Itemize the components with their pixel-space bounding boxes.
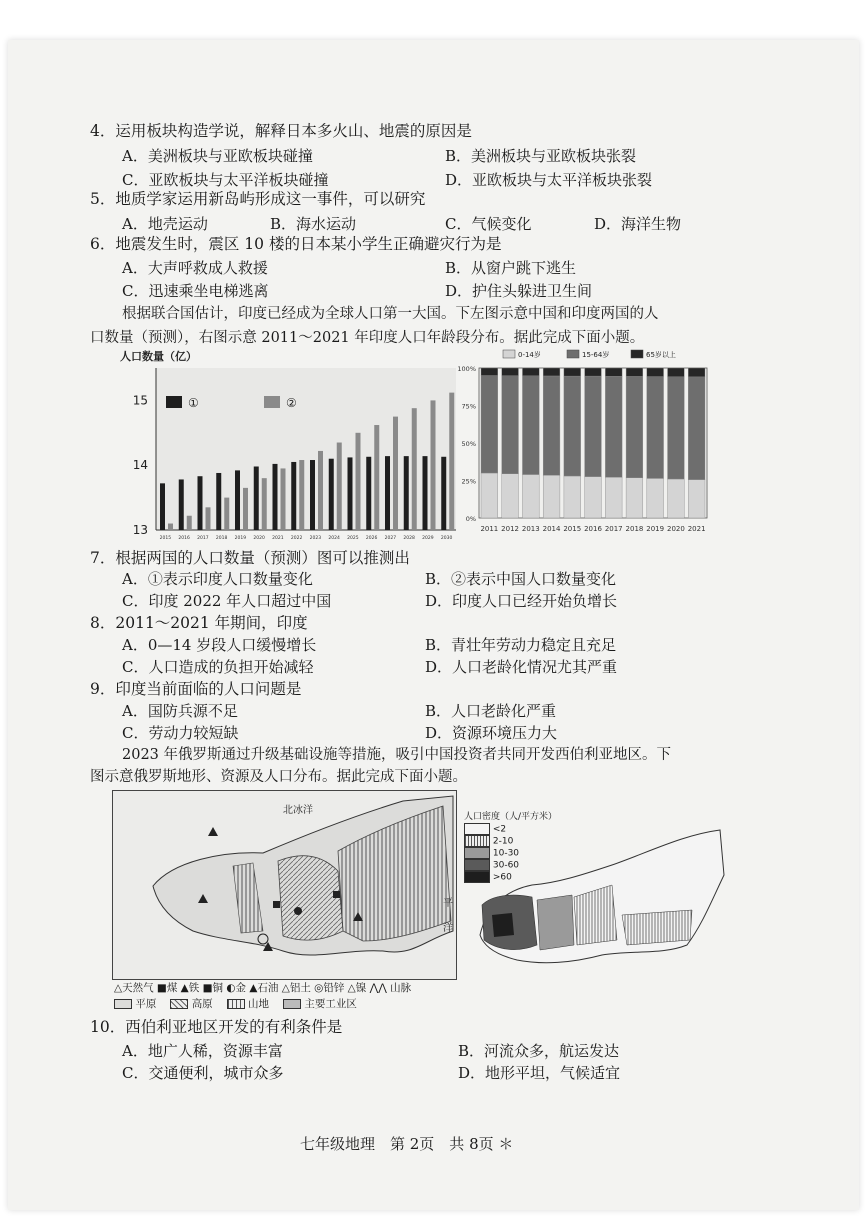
question-7-option-d: D．印度人口已经开始负增长 (425, 592, 618, 610)
age-bar-segment-1 (522, 475, 539, 519)
chart-bar-2 (318, 451, 323, 530)
question-8-option-c: C．人口造成的负担开始减轻 (122, 658, 314, 676)
chart-bar-1 (348, 457, 353, 530)
question-4-option-a: A．美洲板块与亚欧板块碰撞 (122, 147, 313, 165)
intro-paragraph-2-line-1: 2023 年俄罗斯通过升级基础设施等措施，吸引中国投资者共同开发西伯利亚地区。下 (122, 747, 672, 763)
chart-bar-1 (273, 464, 278, 530)
legend-plateau: 高原 (170, 996, 212, 1011)
density-level-2: 2-10 (464, 835, 519, 847)
age-bar-segment-2 (502, 376, 519, 474)
question-6-option-b: B．从窗户跳下逃生 (445, 259, 577, 277)
chart-bar-2 (449, 393, 454, 530)
chart-bar-2 (431, 400, 436, 530)
chart-x-tick-label: 2021 (272, 536, 284, 541)
question-9-stem: 9．印度当前面临的人口问题是 (90, 680, 302, 698)
question-10-stem: 10．西伯利亚地区开发的有利条件是 (90, 1018, 343, 1036)
age-bar-segment-1 (668, 479, 685, 518)
chart-bar-1 (385, 456, 390, 530)
age-y-tick-label: 75% (461, 402, 476, 411)
chart-x-tick-label: 2029 (422, 536, 434, 541)
age-x-tick-label: 2014 (542, 525, 561, 533)
age-bar-segment-3 (688, 368, 705, 377)
page-footer: 七年级地理 第 2页 共 8页 ＊ (300, 1135, 514, 1153)
age-bar-segment-2 (605, 376, 622, 477)
density-level-4: 30-60 (464, 859, 519, 871)
chart-x-tick-label: 2015 (159, 536, 172, 541)
question-10-option-d: D．地形平坦，气候适宜 (458, 1064, 621, 1082)
intro-paragraph-2-line-2: 图示意俄罗斯地形、资源及人口分布。据此完成下面小题。 (90, 769, 467, 785)
age-bar-segment-3 (668, 368, 685, 377)
chart-bar-2 (374, 425, 379, 530)
question-5-option-d: D．海洋生物 (594, 215, 682, 233)
chart-x-tick-label: 2027 (384, 536, 397, 541)
chart-x-tick-label: 2028 (403, 536, 415, 541)
map-terrain-legend (114, 996, 357, 1011)
age-x-tick-label: 2012 (501, 525, 520, 533)
chart-bar-2 (262, 478, 267, 530)
age-legend-swatch (503, 350, 515, 358)
chart-x-tick-label: 2024 (328, 536, 340, 541)
question-5-stem: 5．地质学家运用新岛屿形成这一事件，可以研究 (90, 190, 426, 208)
age-x-tick-label: 2021 (687, 525, 706, 533)
population-chart-svg (118, 348, 463, 543)
age-bar-segment-1 (585, 477, 602, 518)
chart-bar-1 (216, 473, 221, 530)
age-bar-segment-3 (543, 368, 560, 376)
age-x-tick-label: 2020 (666, 525, 685, 533)
age-x-tick-label: 2018 (625, 525, 644, 533)
chart-bar-1 (235, 470, 240, 530)
chart-y-tick-label: 15 (132, 393, 148, 408)
chart-bar-2 (299, 460, 304, 530)
legend-mountain: 山地 (227, 996, 269, 1011)
question-4-option-b: B．美洲板块与亚欧板块张裂 (445, 147, 637, 165)
question-5-option-a: A．地壳运动 (122, 215, 208, 233)
chart-y-axis-label: 人口数量（亿） (120, 350, 197, 363)
question-8-stem: 8．2011～2021 年期间，印度 (90, 614, 308, 632)
age-bar-segment-2 (522, 376, 539, 475)
density-level-3: 10-30 (464, 847, 519, 859)
question-5-option-b: B．海水运动 (270, 215, 357, 233)
age-bar-segment-3 (647, 368, 664, 377)
question-8-option-b: B．青壮年劳动力稳定且充足 (425, 636, 617, 654)
age-bar-segment-3 (481, 368, 498, 376)
age-bar-segment-2 (647, 377, 664, 479)
question-6-option-d: D．护住头躲进卫生间 (445, 282, 593, 300)
map-side-label-2: 洋 (443, 923, 453, 934)
question-9-option-d: D．资源环境压力大 (425, 724, 558, 742)
chart-bar-1 (404, 456, 409, 530)
age-y-tick-label: 25% (461, 477, 476, 486)
age-bar-segment-1 (688, 480, 705, 518)
age-bar-segment-2 (668, 377, 685, 479)
chart-bar-1 (160, 483, 165, 530)
map-resource-legend: △天然气 ■煤 ▲铁 ■铜 ◐金 ▲石油 △铝土 ◎铅锌 △镍 ⋀⋀ 山脉 (114, 982, 412, 994)
age-bar-segment-2 (564, 376, 581, 476)
chart-x-tick-label: 2020 (253, 536, 265, 541)
chart-bar-2 (243, 488, 248, 530)
density-level-5: >60 (464, 871, 519, 883)
chart-x-tick-label: 2023 (309, 536, 322, 541)
intro-paragraph-1-line-2: 口数量（预测），右图示意 2011～2021 年印度人口年龄段分布。据此完成下面小题。 (90, 330, 645, 346)
chart-bar-1 (441, 457, 446, 530)
age-bar-segment-2 (543, 376, 560, 475)
legend-plain: 平原 (114, 996, 156, 1011)
age-bar-segment-1 (605, 477, 622, 518)
age-bar-segment-2 (585, 376, 602, 477)
age-x-tick-label: 2015 (563, 525, 582, 533)
density-level-1: <2 (464, 823, 519, 835)
population-chart (118, 348, 463, 547)
chart-bar-2 (356, 433, 361, 530)
chart-bar-1 (366, 457, 371, 530)
question-9-option-b: B．人口老龄化严重 (425, 702, 557, 720)
age-bar-segment-1 (481, 473, 498, 518)
chart-x-tick-label: 2025 (347, 536, 359, 541)
age-legend-label: 65岁以上 (646, 351, 676, 359)
age-legend-swatch (567, 350, 579, 358)
chart-bar-2 (168, 524, 173, 530)
density-map-svg (462, 805, 732, 975)
age-bar-segment-1 (543, 475, 560, 518)
question-6-option-a: A．大声呼救成人救援 (122, 259, 268, 277)
question-8-option-d: D．人口老龄化情况尤其严重 (425, 658, 618, 676)
question-4-option-c: C．亚欧板块与太平洋板块碰撞 (122, 171, 329, 189)
chart-bar-2 (281, 468, 286, 530)
age-x-tick-label: 2011 (480, 525, 499, 533)
chart-x-tick-label: 2030 (440, 536, 453, 541)
chart-bar-1 (254, 466, 259, 530)
age-bar-segment-3 (522, 368, 539, 376)
chart-bar-2 (206, 507, 211, 530)
question-7-option-b: B．②表示中国人口数量变化 (425, 570, 617, 588)
chart-y-tick-label: 13 (132, 523, 148, 537)
question-7-option-c: C．印度 2022 年人口超过中国 (122, 592, 332, 610)
chart-bar-2 (412, 408, 417, 530)
age-structure-chart-svg (455, 348, 715, 543)
chart-bar-1 (423, 456, 428, 530)
age-legend-label: 15-64岁 (582, 351, 610, 359)
age-bar-segment-2 (481, 376, 498, 474)
age-y-tick-label: 50% (461, 440, 476, 448)
age-bar-segment-2 (626, 376, 643, 477)
age-y-tick-label: 0% (465, 515, 476, 523)
question-10-option-b: B．河流众多，航运发达 (458, 1042, 620, 1060)
density-legend-title: 人口密度（人/平方米） (464, 812, 558, 822)
chart-legend-label: ② (286, 396, 297, 410)
age-legend-swatch (631, 350, 643, 358)
chart-x-tick-label: 2017 (197, 536, 209, 541)
question-10-option-a: A．地广人稀，资源丰富 (122, 1042, 283, 1060)
age-x-tick-label: 2016 (584, 525, 602, 533)
chart-x-tick-label: 2022 (290, 536, 303, 541)
russia-terrain-resource-map (112, 790, 457, 980)
question-6-stem: 6．地震发生时，震区 10 楼的日本某小学生正确避灾行为是 (90, 235, 502, 253)
chart-legend-label: ① (188, 396, 199, 410)
question-9-option-a: A．国防兵源不足 (122, 702, 238, 720)
age-structure-chart (455, 348, 715, 547)
chart-legend-swatch (264, 396, 280, 408)
question-6-option-c: C．迅速乘坐电梯逃离 (122, 282, 269, 300)
chart-bar-1 (198, 476, 203, 530)
chart-x-tick-label: 2016 (178, 536, 190, 541)
chart-bar-2 (224, 498, 229, 530)
question-7-option-a: A．①表示印度人口数量变化 (122, 570, 313, 588)
age-bar-segment-2 (688, 377, 705, 480)
question-7-stem: 7．根据两国的人口数量（预测）图可以推测出 (90, 549, 410, 567)
age-bar-segment-1 (626, 478, 643, 518)
chart-bar-2 (187, 516, 192, 530)
terrain-map-svg (113, 791, 456, 979)
chart-bar-1 (310, 460, 315, 530)
age-legend-label: 0-14岁 (518, 351, 541, 359)
age-bar-segment-3 (626, 368, 643, 376)
question-10-option-c: C．交通便利，城市众多 (122, 1064, 284, 1082)
chart-x-tick-label: 2026 (365, 536, 378, 541)
chart-x-tick-label: 2019 (234, 536, 247, 541)
age-bar-segment-3 (585, 368, 602, 376)
map-side-label-1: 平 (443, 898, 453, 909)
legend-industrial: 主要工业区 (283, 996, 357, 1011)
age-bar-segment-3 (564, 368, 581, 376)
age-bar-segment-1 (647, 478, 664, 518)
question-4-option-d: D．亚欧板块与太平洋板块张裂 (445, 171, 653, 189)
age-x-tick-label: 2017 (604, 525, 623, 533)
question-9-option-c: C．劳动力较短缺 (122, 724, 239, 742)
age-bar-segment-3 (502, 368, 519, 376)
age-y-tick-label: 100% (457, 365, 476, 373)
chart-bar-1 (179, 479, 184, 530)
chart-bar-1 (291, 462, 296, 530)
question-5-option-c: C．气候变化 (445, 215, 532, 233)
question-4-stem: 4．运用板块构造学说，解释日本多火山、地震的原因是 (90, 122, 472, 140)
chart-bar-2 (393, 417, 398, 530)
chart-bar-1 (329, 459, 334, 530)
age-x-tick-label: 2013 (521, 525, 540, 533)
age-bar-segment-3 (605, 368, 622, 376)
age-bar-segment-1 (502, 474, 519, 518)
age-bar-segment-1 (564, 476, 581, 518)
chart-x-tick-label: 2018 (215, 536, 228, 541)
chart-bar-2 (337, 443, 342, 530)
map-sea-label: 北冰洋 (283, 805, 313, 816)
chart-legend-swatch (166, 396, 182, 408)
age-x-tick-label: 2019 (646, 525, 665, 533)
question-8-option-a: A．0—14 岁段人口缓慢增长 (122, 636, 317, 654)
intro-paragraph-1-line-1: 根据联合国估计，印度已经成为全球人口第一大国。下左图示意中国和印度两国的人 (122, 306, 659, 322)
russia-population-density-map (462, 805, 732, 975)
chart-y-tick-label: 14 (132, 458, 148, 473)
